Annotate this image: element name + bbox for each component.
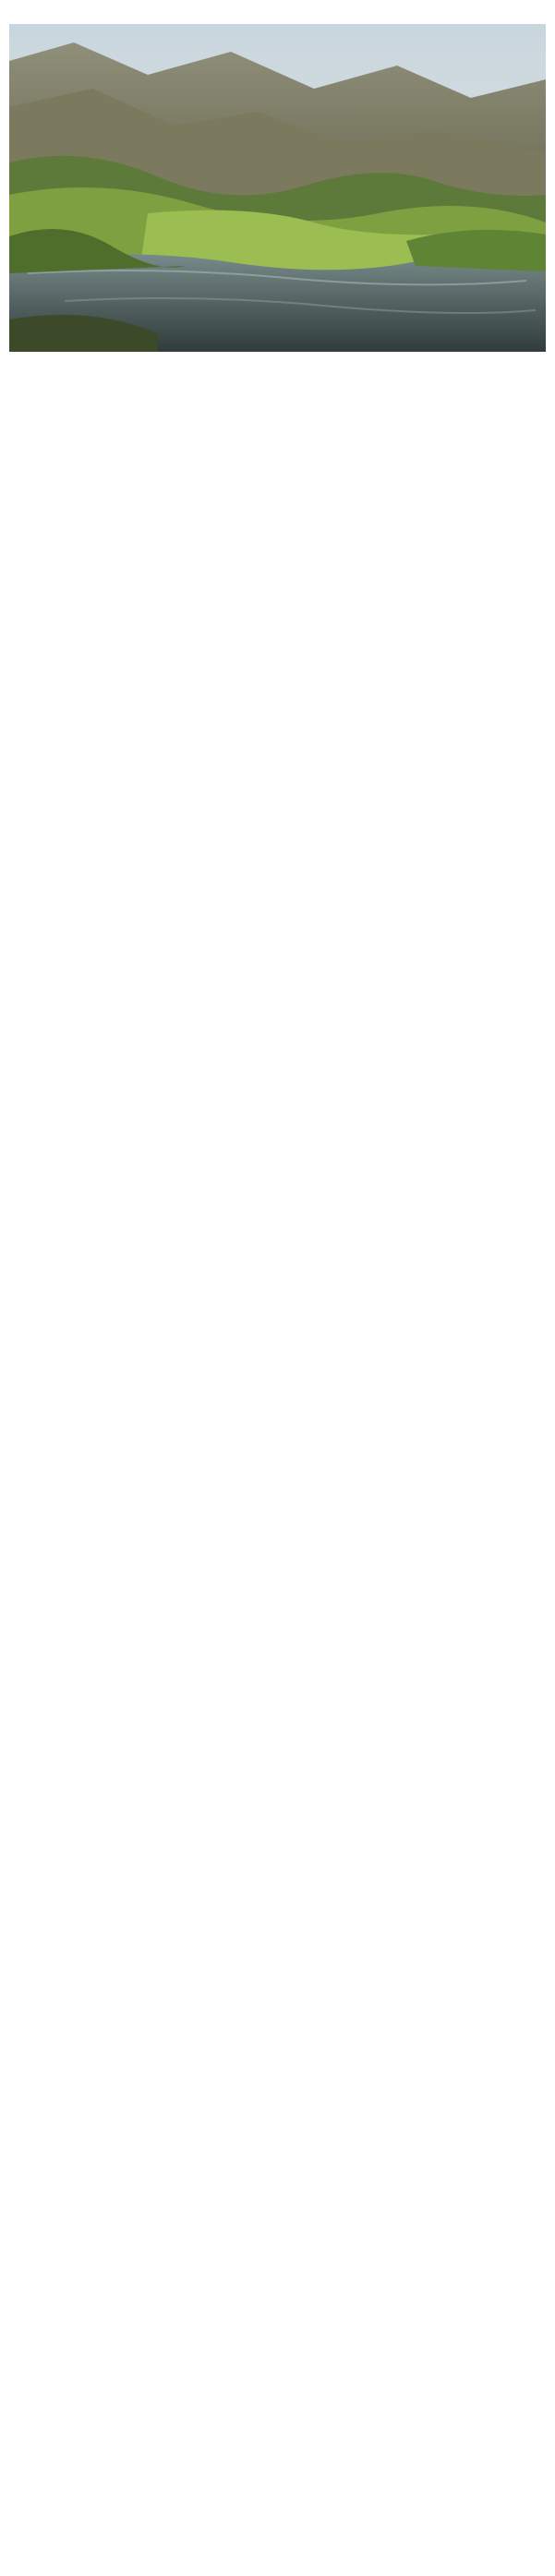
news-article bbox=[0, 0, 555, 365]
article-title bbox=[0, 0, 555, 24]
article-body bbox=[0, 352, 555, 365]
article-hero-image bbox=[9, 24, 546, 352]
